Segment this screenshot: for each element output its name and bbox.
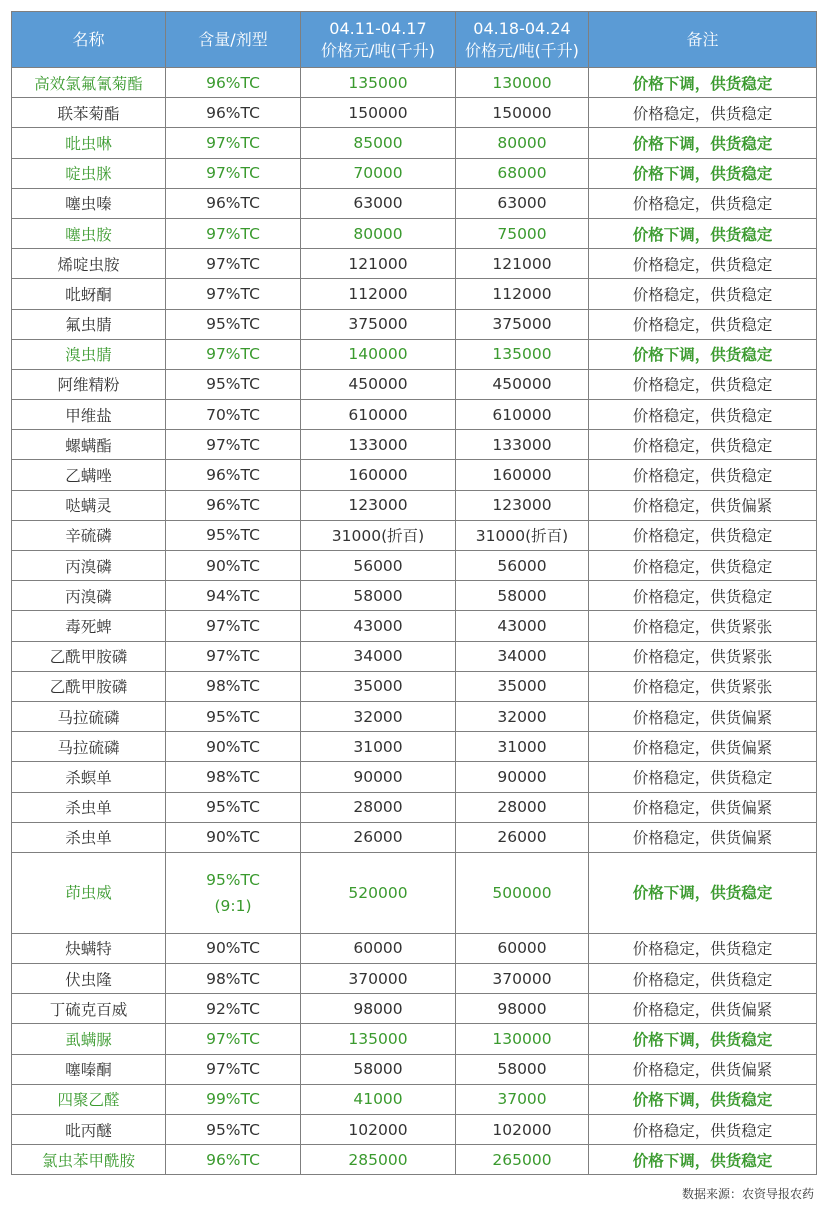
cell-name: 马拉硫磷 bbox=[12, 732, 166, 762]
table-row bbox=[12, 701, 817, 731]
cell-note: 价格下调，供货稳定 bbox=[589, 339, 817, 369]
cell-price-week2: 265000 bbox=[456, 1145, 589, 1175]
table-row bbox=[12, 309, 817, 339]
cell-content: 96%TC bbox=[166, 490, 301, 520]
cell-name: 杀虫单 bbox=[12, 822, 166, 852]
cell-content: 90%TC bbox=[166, 551, 301, 581]
cell-price-week1: 102000 bbox=[301, 1115, 456, 1145]
cell-name: 联苯菊酯 bbox=[12, 98, 166, 128]
cell-price-week2: 160000 bbox=[456, 460, 589, 490]
cell-name: 炔螨特 bbox=[12, 933, 166, 963]
cell-content: 95%TC bbox=[166, 1115, 301, 1145]
table-row bbox=[12, 128, 817, 158]
cell-content: 98%TC bbox=[166, 762, 301, 792]
table-row bbox=[12, 551, 817, 581]
cell-name: 螺螨酯 bbox=[12, 430, 166, 460]
cell-name: 吡虫啉 bbox=[12, 128, 166, 158]
cell-note: 价格稳定，供货稳定 bbox=[589, 249, 817, 279]
cell-content: 95%TC bbox=[166, 792, 301, 822]
cell-name: 噻虫胺 bbox=[12, 218, 166, 248]
table-row bbox=[12, 68, 817, 98]
table-row bbox=[12, 430, 817, 460]
cell-price-week1: 85000 bbox=[301, 128, 456, 158]
cell-price-week2: 58000 bbox=[456, 1054, 589, 1084]
cell-price-week1: 28000 bbox=[301, 792, 456, 822]
cell-note: 价格下调，供货稳定 bbox=[589, 852, 817, 933]
cell-name: 杀虫单 bbox=[12, 792, 166, 822]
cell-price-week2: 68000 bbox=[456, 158, 589, 188]
table-row bbox=[12, 249, 817, 279]
cell-price-week1: 98000 bbox=[301, 994, 456, 1024]
cell-content: 96%TC bbox=[166, 98, 301, 128]
cell-price-week2: 58000 bbox=[456, 581, 589, 611]
cell-content: 99%TC bbox=[166, 1084, 301, 1114]
cell-name: 乙酰甲胺磷 bbox=[12, 671, 166, 701]
table-row bbox=[12, 852, 817, 933]
header-content: 含量/剂型 bbox=[166, 12, 301, 68]
table-row bbox=[12, 490, 817, 520]
cell-note: 价格稳定，供货偏紧 bbox=[589, 732, 817, 762]
table-row bbox=[12, 279, 817, 309]
cell-price-week1: 370000 bbox=[301, 964, 456, 994]
cell-note: 价格稳定，供货稳定 bbox=[589, 551, 817, 581]
cell-name: 辛硫磷 bbox=[12, 520, 166, 550]
cell-note: 价格下调，供货稳定 bbox=[589, 1024, 817, 1054]
cell-name: 吡丙醚 bbox=[12, 1115, 166, 1145]
cell-note: 价格下调，供货稳定 bbox=[589, 218, 817, 248]
table-row bbox=[12, 369, 817, 399]
cell-price-week2: 370000 bbox=[456, 964, 589, 994]
header-name: 名称 bbox=[12, 12, 166, 68]
cell-content: 96%TC bbox=[166, 1145, 301, 1175]
cell-note: 价格稳定，供货偏紧 bbox=[589, 792, 817, 822]
cell-price-week2: 500000 bbox=[456, 852, 589, 933]
cell-note: 价格稳定，供货紧张 bbox=[589, 641, 817, 671]
cell-content: 97%TC bbox=[166, 128, 301, 158]
cell-content: 96%TC bbox=[166, 68, 301, 98]
cell-content-line2: (9:1) bbox=[214, 896, 252, 915]
cell-content: 95%TC bbox=[166, 701, 301, 731]
cell-name: 乙螨唑 bbox=[12, 460, 166, 490]
cell-content: 97%TC bbox=[166, 1024, 301, 1054]
table-row bbox=[12, 671, 817, 701]
cell-content-line1: 95%TC bbox=[206, 870, 260, 889]
cell-price-week1: 112000 bbox=[301, 279, 456, 309]
table-body bbox=[12, 68, 817, 1175]
cell-note: 价格稳定，供货稳定 bbox=[589, 279, 817, 309]
cell-name: 吡蚜酮 bbox=[12, 279, 166, 309]
cell-note: 价格稳定，供货紧张 bbox=[589, 671, 817, 701]
cell-content: 97%TC bbox=[166, 249, 301, 279]
cell-price-week1: 32000 bbox=[301, 701, 456, 731]
cell-price-week1: 31000(折百) bbox=[301, 520, 456, 550]
cell-price-week2: 123000 bbox=[456, 490, 589, 520]
header-note: 备注 bbox=[589, 12, 817, 68]
cell-content: 94%TC bbox=[166, 581, 301, 611]
table-row bbox=[12, 762, 817, 792]
cell-content: 90%TC bbox=[166, 822, 301, 852]
cell-content: 98%TC bbox=[166, 964, 301, 994]
cell-content: 97%TC bbox=[166, 279, 301, 309]
table-row bbox=[12, 1054, 817, 1084]
cell-name: 阿维精粉 bbox=[12, 369, 166, 399]
cell-price-week2: 32000 bbox=[456, 701, 589, 731]
cell-price-week1: 450000 bbox=[301, 369, 456, 399]
cell-price-week1: 43000 bbox=[301, 611, 456, 641]
cell-price-week1: 375000 bbox=[301, 309, 456, 339]
table-row bbox=[12, 158, 817, 188]
cell-content: 97%TC bbox=[166, 339, 301, 369]
table-row bbox=[12, 400, 817, 430]
cell-price-week2: 63000 bbox=[456, 188, 589, 218]
cell-price-week2: 28000 bbox=[456, 792, 589, 822]
cell-price-week1: 121000 bbox=[301, 249, 456, 279]
cell-note: 价格稳定，供货紧张 bbox=[589, 611, 817, 641]
cell-name: 啶虫脒 bbox=[12, 158, 166, 188]
cell-note: 价格稳定，供货稳定 bbox=[589, 933, 817, 963]
cell-note: 价格稳定，供货偏紧 bbox=[589, 701, 817, 731]
table-row bbox=[12, 1115, 817, 1145]
cell-content: 96%TC bbox=[166, 460, 301, 490]
table-row bbox=[12, 933, 817, 963]
cell-note: 价格下调，供货稳定 bbox=[589, 68, 817, 98]
cell-content: 97%TC bbox=[166, 218, 301, 248]
cell-name: 虱螨脲 bbox=[12, 1024, 166, 1054]
cell-price-week1: 160000 bbox=[301, 460, 456, 490]
cell-content: 70%TC bbox=[166, 400, 301, 430]
cell-price-week2: 375000 bbox=[456, 309, 589, 339]
header-week2-dates: 04.18-04.24 bbox=[473, 18, 571, 38]
cell-name: 伏虫隆 bbox=[12, 964, 166, 994]
table-row bbox=[12, 641, 817, 671]
cell-note: 价格下调，供货稳定 bbox=[589, 128, 817, 158]
table-row bbox=[12, 339, 817, 369]
cell-price-week2: 31000 bbox=[456, 732, 589, 762]
cell-content: 90%TC bbox=[166, 933, 301, 963]
cell-note: 价格稳定，供货稳定 bbox=[589, 188, 817, 218]
cell-content: 92%TC bbox=[166, 994, 301, 1024]
cell-price-week2: 130000 bbox=[456, 68, 589, 98]
table-row bbox=[12, 188, 817, 218]
cell-price-week1: 58000 bbox=[301, 1054, 456, 1084]
cell-price-week2: 121000 bbox=[456, 249, 589, 279]
cell-content: 95%TC bbox=[166, 309, 301, 339]
cell-price-week2: 26000 bbox=[456, 822, 589, 852]
cell-price-week2: 133000 bbox=[456, 430, 589, 460]
cell-name: 丙溴磷 bbox=[12, 581, 166, 611]
cell-note: 价格稳定，供货稳定 bbox=[589, 964, 817, 994]
cell-price-week2: 102000 bbox=[456, 1115, 589, 1145]
cell-content: 95%TC bbox=[166, 520, 301, 550]
data-source-note: 数据来源：农资导报农药 bbox=[681, 1187, 814, 1201]
cell-note: 价格稳定，供货偏紧 bbox=[589, 822, 817, 852]
cell-price-week1: 150000 bbox=[301, 98, 456, 128]
cell-note: 价格稳定，供货偏紧 bbox=[589, 1054, 817, 1084]
cell-content: 97%TC bbox=[166, 611, 301, 641]
table-row bbox=[12, 1145, 817, 1175]
cell-name: 乙酰甲胺磷 bbox=[12, 641, 166, 671]
table-row bbox=[12, 994, 817, 1024]
cell-price-week1: 63000 bbox=[301, 188, 456, 218]
cell-name: 毒死蜱 bbox=[12, 611, 166, 641]
cell-price-week2: 150000 bbox=[456, 98, 589, 128]
cell-name: 哒螨灵 bbox=[12, 490, 166, 520]
cell-note: 价格下调，供货稳定 bbox=[589, 158, 817, 188]
cell-price-week1: 285000 bbox=[301, 1145, 456, 1175]
cell-note: 价格稳定，供货稳定 bbox=[589, 460, 817, 490]
cell-price-week2: 56000 bbox=[456, 551, 589, 581]
cell-price-week1: 41000 bbox=[301, 1084, 456, 1114]
cell-name: 茚虫威 bbox=[12, 852, 166, 933]
table-row bbox=[12, 98, 817, 128]
cell-content: 90%TC bbox=[166, 732, 301, 762]
cell-price-week2: 130000 bbox=[456, 1024, 589, 1054]
cell-name: 高效氯氟氰菊酯 bbox=[12, 68, 166, 98]
cell-price-week2: 135000 bbox=[456, 339, 589, 369]
table-row bbox=[12, 581, 817, 611]
cell-price-week2: 610000 bbox=[456, 400, 589, 430]
table-row bbox=[12, 1024, 817, 1054]
table-row bbox=[12, 964, 817, 994]
cell-price-week2: 450000 bbox=[456, 369, 589, 399]
cell-price-week1: 90000 bbox=[301, 762, 456, 792]
cell-price-week1: 140000 bbox=[301, 339, 456, 369]
cell-content: 97%TC bbox=[166, 430, 301, 460]
cell-content: 96%TC bbox=[166, 188, 301, 218]
pesticide-price-table bbox=[11, 11, 817, 1175]
cell-name: 甲维盐 bbox=[12, 400, 166, 430]
cell-content bbox=[166, 852, 301, 933]
cell-price-week2: 80000 bbox=[456, 128, 589, 158]
cell-name: 烯啶虫胺 bbox=[12, 249, 166, 279]
cell-price-week1: 70000 bbox=[301, 158, 456, 188]
cell-name: 溴虫腈 bbox=[12, 339, 166, 369]
cell-price-week2: 60000 bbox=[456, 933, 589, 963]
table-row bbox=[12, 1084, 817, 1114]
cell-name: 杀螟单 bbox=[12, 762, 166, 792]
table-row bbox=[12, 792, 817, 822]
cell-price-week1: 123000 bbox=[301, 490, 456, 520]
cell-price-week1: 34000 bbox=[301, 641, 456, 671]
table-row bbox=[12, 460, 817, 490]
table-row bbox=[12, 218, 817, 248]
cell-price-week1: 135000 bbox=[301, 1024, 456, 1054]
cell-price-week1: 56000 bbox=[301, 551, 456, 581]
cell-price-week2: 112000 bbox=[456, 279, 589, 309]
cell-note: 价格下调，供货稳定 bbox=[589, 1145, 817, 1175]
cell-note: 价格稳定，供货偏紧 bbox=[589, 490, 817, 520]
header-week1 bbox=[301, 12, 456, 68]
cell-price-week1: 80000 bbox=[301, 218, 456, 248]
cell-price-week2: 31000(折百) bbox=[456, 520, 589, 550]
table-row bbox=[12, 611, 817, 641]
table-header-row bbox=[12, 12, 817, 68]
cell-note: 价格稳定，供货稳定 bbox=[589, 762, 817, 792]
cell-note: 价格稳定，供货稳定 bbox=[589, 400, 817, 430]
header-week2 bbox=[456, 12, 589, 68]
cell-price-week2: 35000 bbox=[456, 671, 589, 701]
table-row bbox=[12, 732, 817, 762]
cell-note: 价格稳定，供货稳定 bbox=[589, 98, 817, 128]
header-week1-unit: 价格元/吨(千升) bbox=[321, 40, 435, 60]
cell-content: 97%TC bbox=[166, 1054, 301, 1084]
cell-price-week1: 520000 bbox=[301, 852, 456, 933]
cell-name: 四聚乙醛 bbox=[12, 1084, 166, 1114]
cell-note: 价格稳定，供货偏紧 bbox=[589, 994, 817, 1024]
cell-name: 氯虫苯甲酰胺 bbox=[12, 1145, 166, 1175]
cell-price-week1: 610000 bbox=[301, 400, 456, 430]
cell-note: 价格稳定，供货稳定 bbox=[589, 369, 817, 399]
cell-price-week2: 43000 bbox=[456, 611, 589, 641]
cell-content: 97%TC bbox=[166, 158, 301, 188]
cell-price-week1: 26000 bbox=[301, 822, 456, 852]
cell-note: 价格稳定，供货稳定 bbox=[589, 430, 817, 460]
cell-content: 98%TC bbox=[166, 671, 301, 701]
cell-price-week2: 98000 bbox=[456, 994, 589, 1024]
cell-price-week2: 75000 bbox=[456, 218, 589, 248]
cell-name: 噻虫嗪 bbox=[12, 188, 166, 218]
cell-name: 噻嗪酮 bbox=[12, 1054, 166, 1084]
cell-name: 丙溴磷 bbox=[12, 551, 166, 581]
cell-name: 氟虫腈 bbox=[12, 309, 166, 339]
cell-price-week2: 37000 bbox=[456, 1084, 589, 1114]
cell-price-week1: 31000 bbox=[301, 732, 456, 762]
cell-price-week2: 90000 bbox=[456, 762, 589, 792]
cell-price-week1: 58000 bbox=[301, 581, 456, 611]
cell-name: 马拉硫磷 bbox=[12, 701, 166, 731]
cell-price-week2: 34000 bbox=[456, 641, 589, 671]
cell-note: 价格稳定，供货稳定 bbox=[589, 309, 817, 339]
cell-price-week1: 135000 bbox=[301, 68, 456, 98]
cell-name: 丁硫克百威 bbox=[12, 994, 166, 1024]
cell-note: 价格稳定，供货稳定 bbox=[589, 520, 817, 550]
cell-content: 95%TC bbox=[166, 369, 301, 399]
table-row bbox=[12, 520, 817, 550]
cell-price-week1: 133000 bbox=[301, 430, 456, 460]
cell-note: 价格稳定，供货稳定 bbox=[589, 1115, 817, 1145]
header-week2-unit: 价格元/吨(千升) bbox=[465, 40, 579, 60]
cell-note: 价格下调，供货稳定 bbox=[589, 1084, 817, 1114]
header-week1-dates: 04.11-04.17 bbox=[329, 18, 427, 38]
cell-price-week1: 35000 bbox=[301, 671, 456, 701]
table-row bbox=[12, 822, 817, 852]
cell-note: 价格稳定，供货稳定 bbox=[589, 581, 817, 611]
cell-price-week1: 60000 bbox=[301, 933, 456, 963]
cell-content: 97%TC bbox=[166, 641, 301, 671]
